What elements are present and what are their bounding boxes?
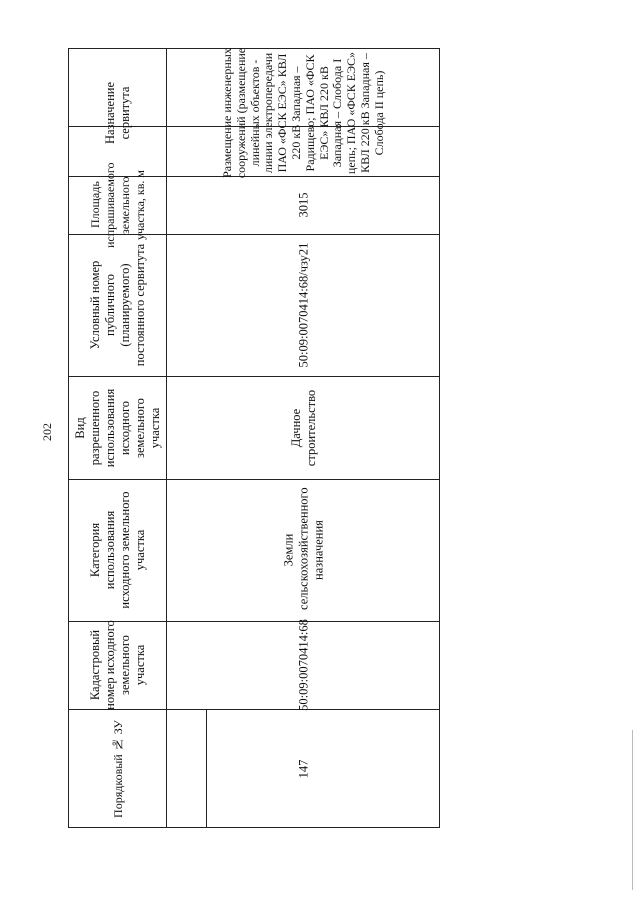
header-category: Категория использования исходного земельного участка xyxy=(87,491,147,609)
header-use-type: Вид разрешенного использования исходного земельного участка xyxy=(72,388,162,467)
header-cadastral: Кадастровый номер исходного земельного участка xyxy=(87,620,147,710)
value-cadastral: 50:09:0070414:68 xyxy=(296,619,310,711)
value-use-type: Дачное строительство xyxy=(288,389,318,466)
header-num: Порядковый № ЗУ xyxy=(110,720,125,818)
page-number: 202 xyxy=(40,423,54,441)
scan-edge-mark xyxy=(632,730,633,890)
value-purpose: Размещение инженерных сооружений (размещение линейных объектов - линии электропередачи ПАО «ФСК ЕЭС» КВЛ 220 кВ Западная – Радищево; ПАО «ФСК ЕЭС» КВЛ 220 кВ Западная – Слобода I цепь; ПАО «ФСК ЕЭС» КВЛ 220 кВ Западная – Слобода II цепь) xyxy=(219,47,386,178)
value-area-requested: 3015 xyxy=(296,192,310,218)
header-purpose: Назначение сервитута xyxy=(102,81,132,144)
header-area-requested: Площадь испрашиваемого земельного участка, кв. м xyxy=(87,162,147,248)
header-servitude-num: Условный номер публичного (планируемого) постоянного сервитута xyxy=(87,243,147,367)
value-num: 147 xyxy=(296,759,310,779)
value-servitude-num: 50:09:0070414:68/чзу21 xyxy=(296,242,310,368)
value-category: Земли сельскохозяйственного назначения xyxy=(281,487,325,610)
servitude-table xyxy=(68,48,440,828)
